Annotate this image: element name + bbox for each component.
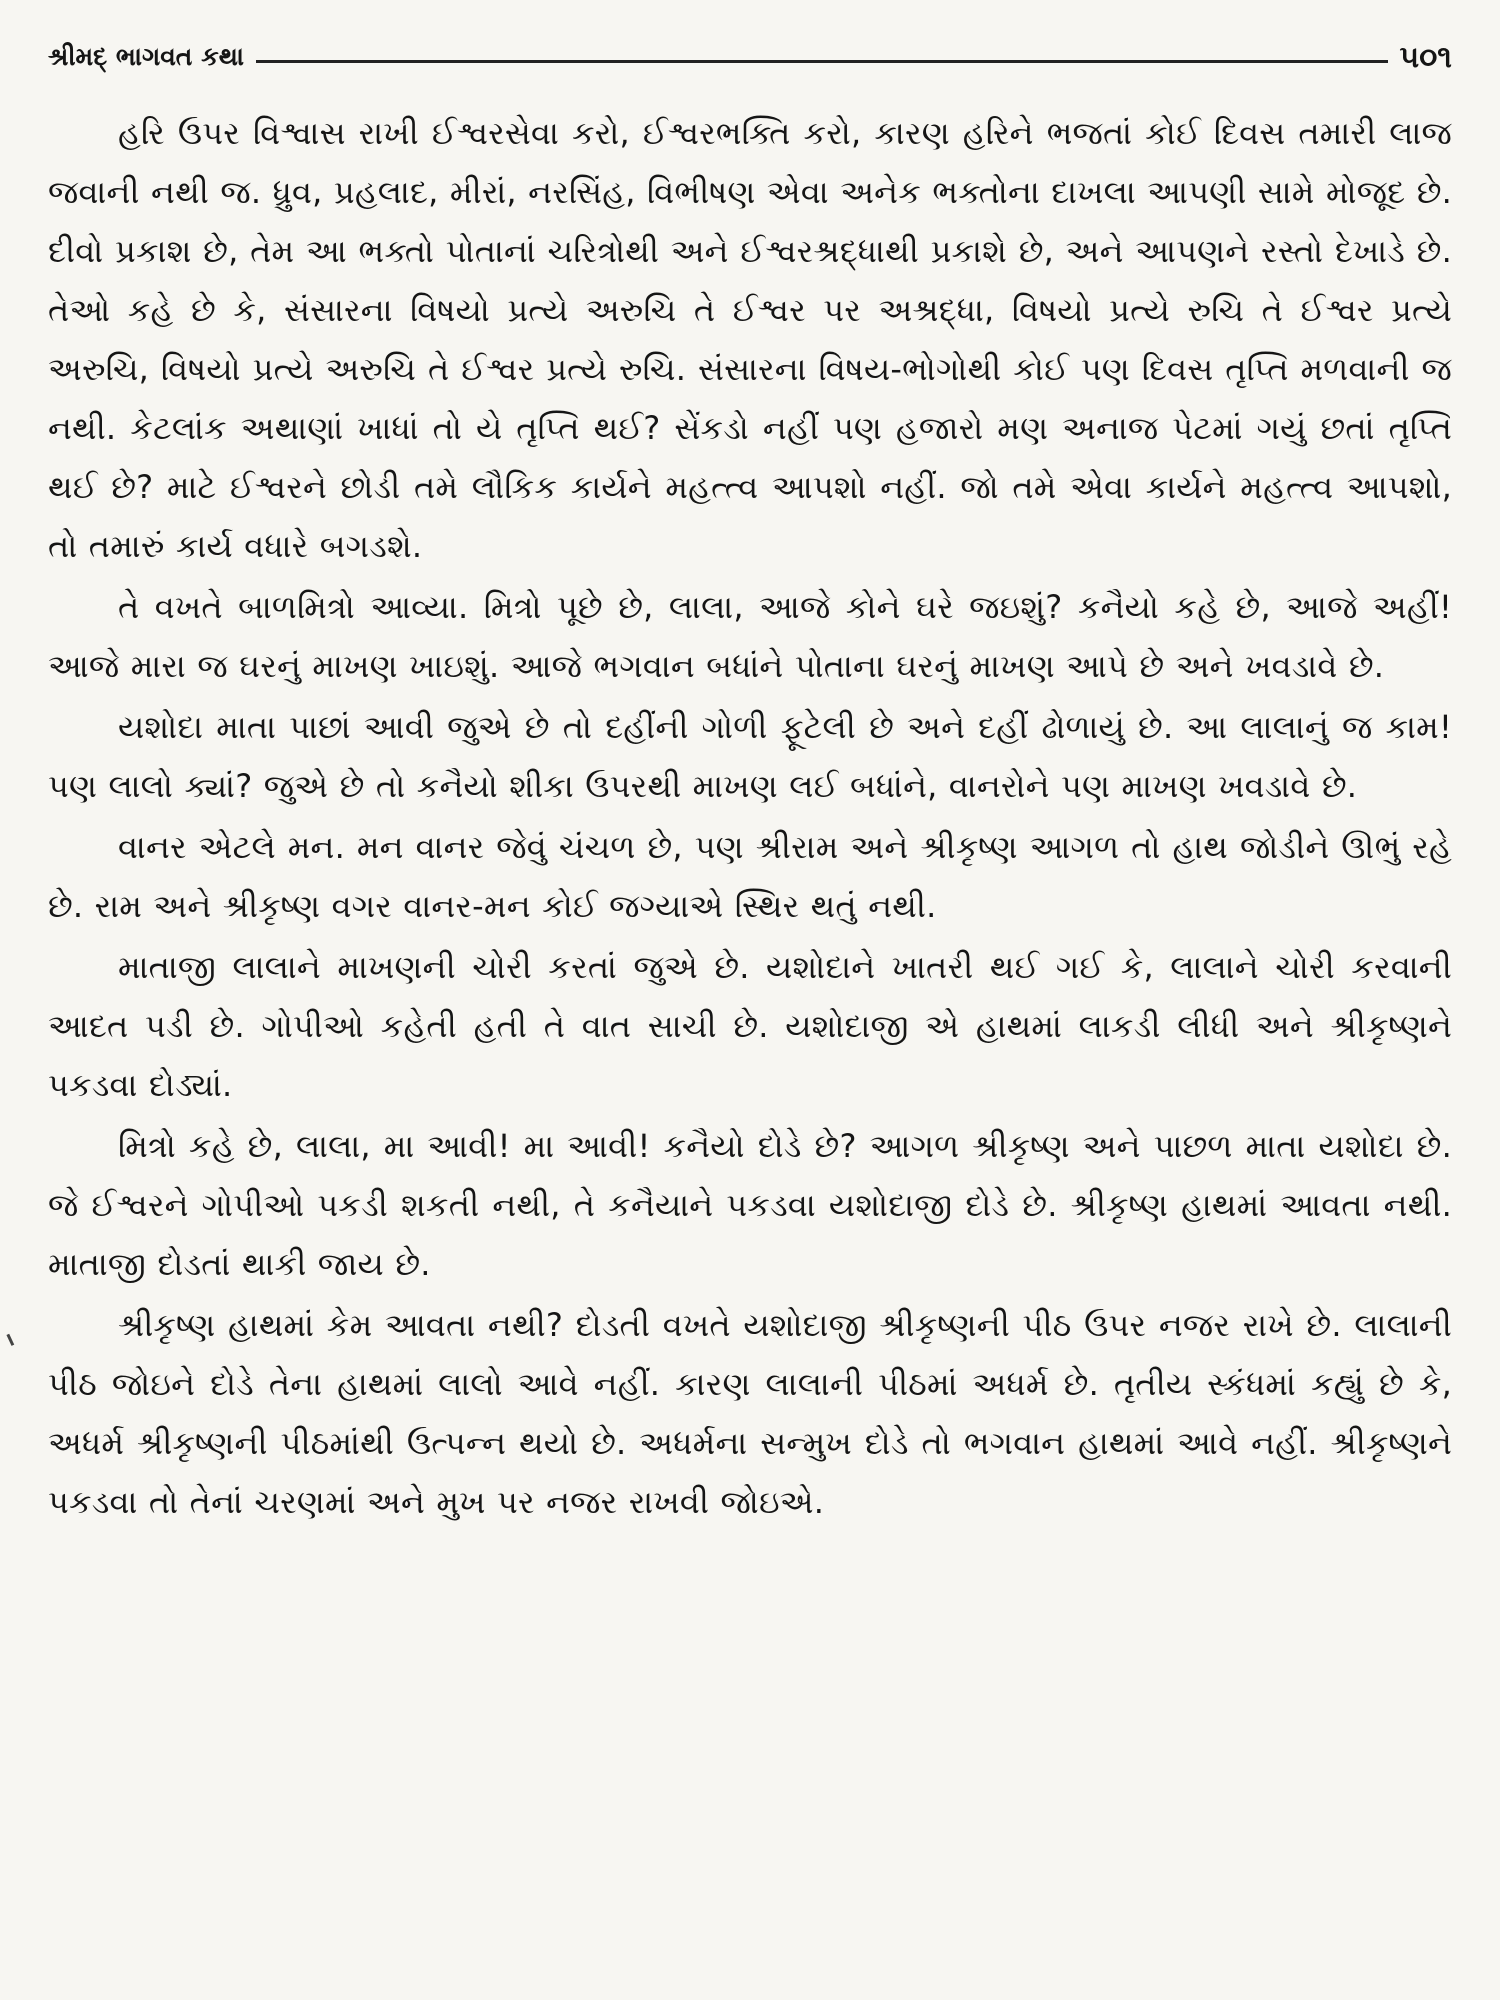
body-text [48, 104, 1452, 1532]
paragraph: શ્રીકૃષ્ણ હાથમાં કેમ આવતા નથી? દોડતી વખતે યશોદાજી શ્રીકૃષ્ણની પીઠ ઉપર નજર રાખે છે. લાલાની પીઠ જોઇને દોડે તેના હાથમાં લાલો આવે નહીં. કારણ લાલાની પીઠમાં અધર્મ છે. તૃતીય સ્કંધમાં કહ્યું છે કે, અધર્મ શ્રીકૃષ્ણની પીઠમાંથી ઉત્પન્ન થયો છે. અધર્મના સન્મુખ દોડે તો ભગવાન હાથમાં આવે નહીં. શ્રીકૃષ્ણને પકડવા તો તેનાં ચરણમાં અને મુખ પર નજર રાખવી જોઇએ. [48, 1306, 1452, 1521]
paragraph: યશોદા માતા પાછાં આવી જુએ છે તો દહીંની ગોળી ફૂટેલી છે અને દહીં ઢોળાયું છે. આ લાલાનું જ કામ! પણ લાલો ક્યાં? જુએ છે તો કનૈયો શીકા ઉપરથી માખણ લઈ બધાંને, વાનરોને પણ માખણ ખવડાવે છે. [48, 708, 1452, 805]
paragraph: વાનર એટલે મન. મન વાનર જેવું ચંચળ છે, પણ શ્રીરામ અને શ્રીકૃષ્ણ આગળ તો હાથ જોડીને ઊભું રહે છે. રામ અને શ્રીકૃષ્ણ વગર વાનર-મન કોઈ જગ્યાએ સ્થિર થતું નથી. [48, 828, 1452, 925]
margin-pen-mark [6, 1326, 30, 1346]
header-rule [256, 60, 1387, 63]
paragraph: મિત્રો કહે છે, લાલા, મા આવી! મા આવી! કનૈયો દોડે છે? આગળ શ્રીકૃષ્ણ અને પાછળ માતા યશોદા છે. જે ઈશ્વરને ગોપીઓ પકડી શકતી નથી, તે કનૈયાને પકડવા યશોદાજી દોડે છે. શ્રીકૃષ્ણ હાથમાં આવતા નથી. માતાજી દોડતાં થાકી જાય છે. [48, 1127, 1452, 1283]
book-title: શ્રીમદ્ ભાગવત કથા [48, 42, 245, 71]
paragraph: તે વખતે બાળમિત્રો આવ્યા. મિત્રો પૂછે છે, લાલા, આજે કોને ઘરે જઇશું? કનૈયો કહે છે, આજે અહીં! આજે મારા જ ઘરનું માખણ ખાઇશું. આજે ભગવાન બધાંને પોતાના ઘરનું માખણ આપે છે અને ખવડાવે છે. [48, 588, 1452, 685]
paragraph: માતાજી લાલાને માખણની ચોરી કરતાં જુએ છે. યશોદાને ખાતરી થઈ ગઈ કે, લાલાને ચોરી કરવાની આદત પડી છે. ગોપીઓ કહેતી હતી તે વાત સાચી છે. યશોદાજી એ હાથમાં લાકડી લીધી અને શ્રીકૃષ્ણને પકડવા દોડ્યાં. [48, 948, 1452, 1104]
page-header [48, 34, 1452, 80]
page-number: ૫૦૧ [1399, 39, 1452, 75]
paragraph: હરિ ઉપર વિશ્વાસ રાખી ઈશ્વરસેવા કરો, ઈશ્વરભક્તિ કરો, કારણ હરિને ભજતાં કોઈ દિવસ તમારી લાજ જવાની નથી જ. ધ્રુવ, પ્રહલાદ, મીરાં, નરસિંહ, વિભીષણ એવા અનેક ભક્તોના દાખલા આપણી સામે મોજૂદ છે. દીવો પ્રકાશ છે, તેમ આ ભક્તો પોતાનાં ચરિત્રોથી અને ઈશ્વરશ્રદ્ધાથી પ્રકાશે છે, અને આપણને રસ્તો દેખાડે છે. તેઓ કહે છે કે, સંસારના વિષયો પ્રત્યે અરુચિ તે ઈશ્વર પર અશ્રદ્ધા, વિષયો પ્રત્યે રુચિ તે ઈશ્વર પ્રત્યે અરુચિ, વિષયો પ્રત્યે અરુચિ તે ઈશ્વર પ્રત્યે રુચિ. સંસારના વિષય-ભોગોથી કોઈ પણ દિવસ તૃપ્તિ મળવાની જ નથી. કેટલાંક અથાણાં ખાધાં તો યે તૃપ્તિ થઈ? સેંકડો નહીં પણ હજારો મણ અનાજ પેટમાં ગયું છતાં તૃપ્તિ થઈ છે? માટે ઈશ્વરને છોડી તમે લૌકિક કાર્યને મહત્ત્વ આપશો નહીં. જો તમે એવા કાર્યને મહત્ત્વ આપશો, તો તમારું કાર્ય વધારે બગડશે. [48, 114, 1452, 565]
